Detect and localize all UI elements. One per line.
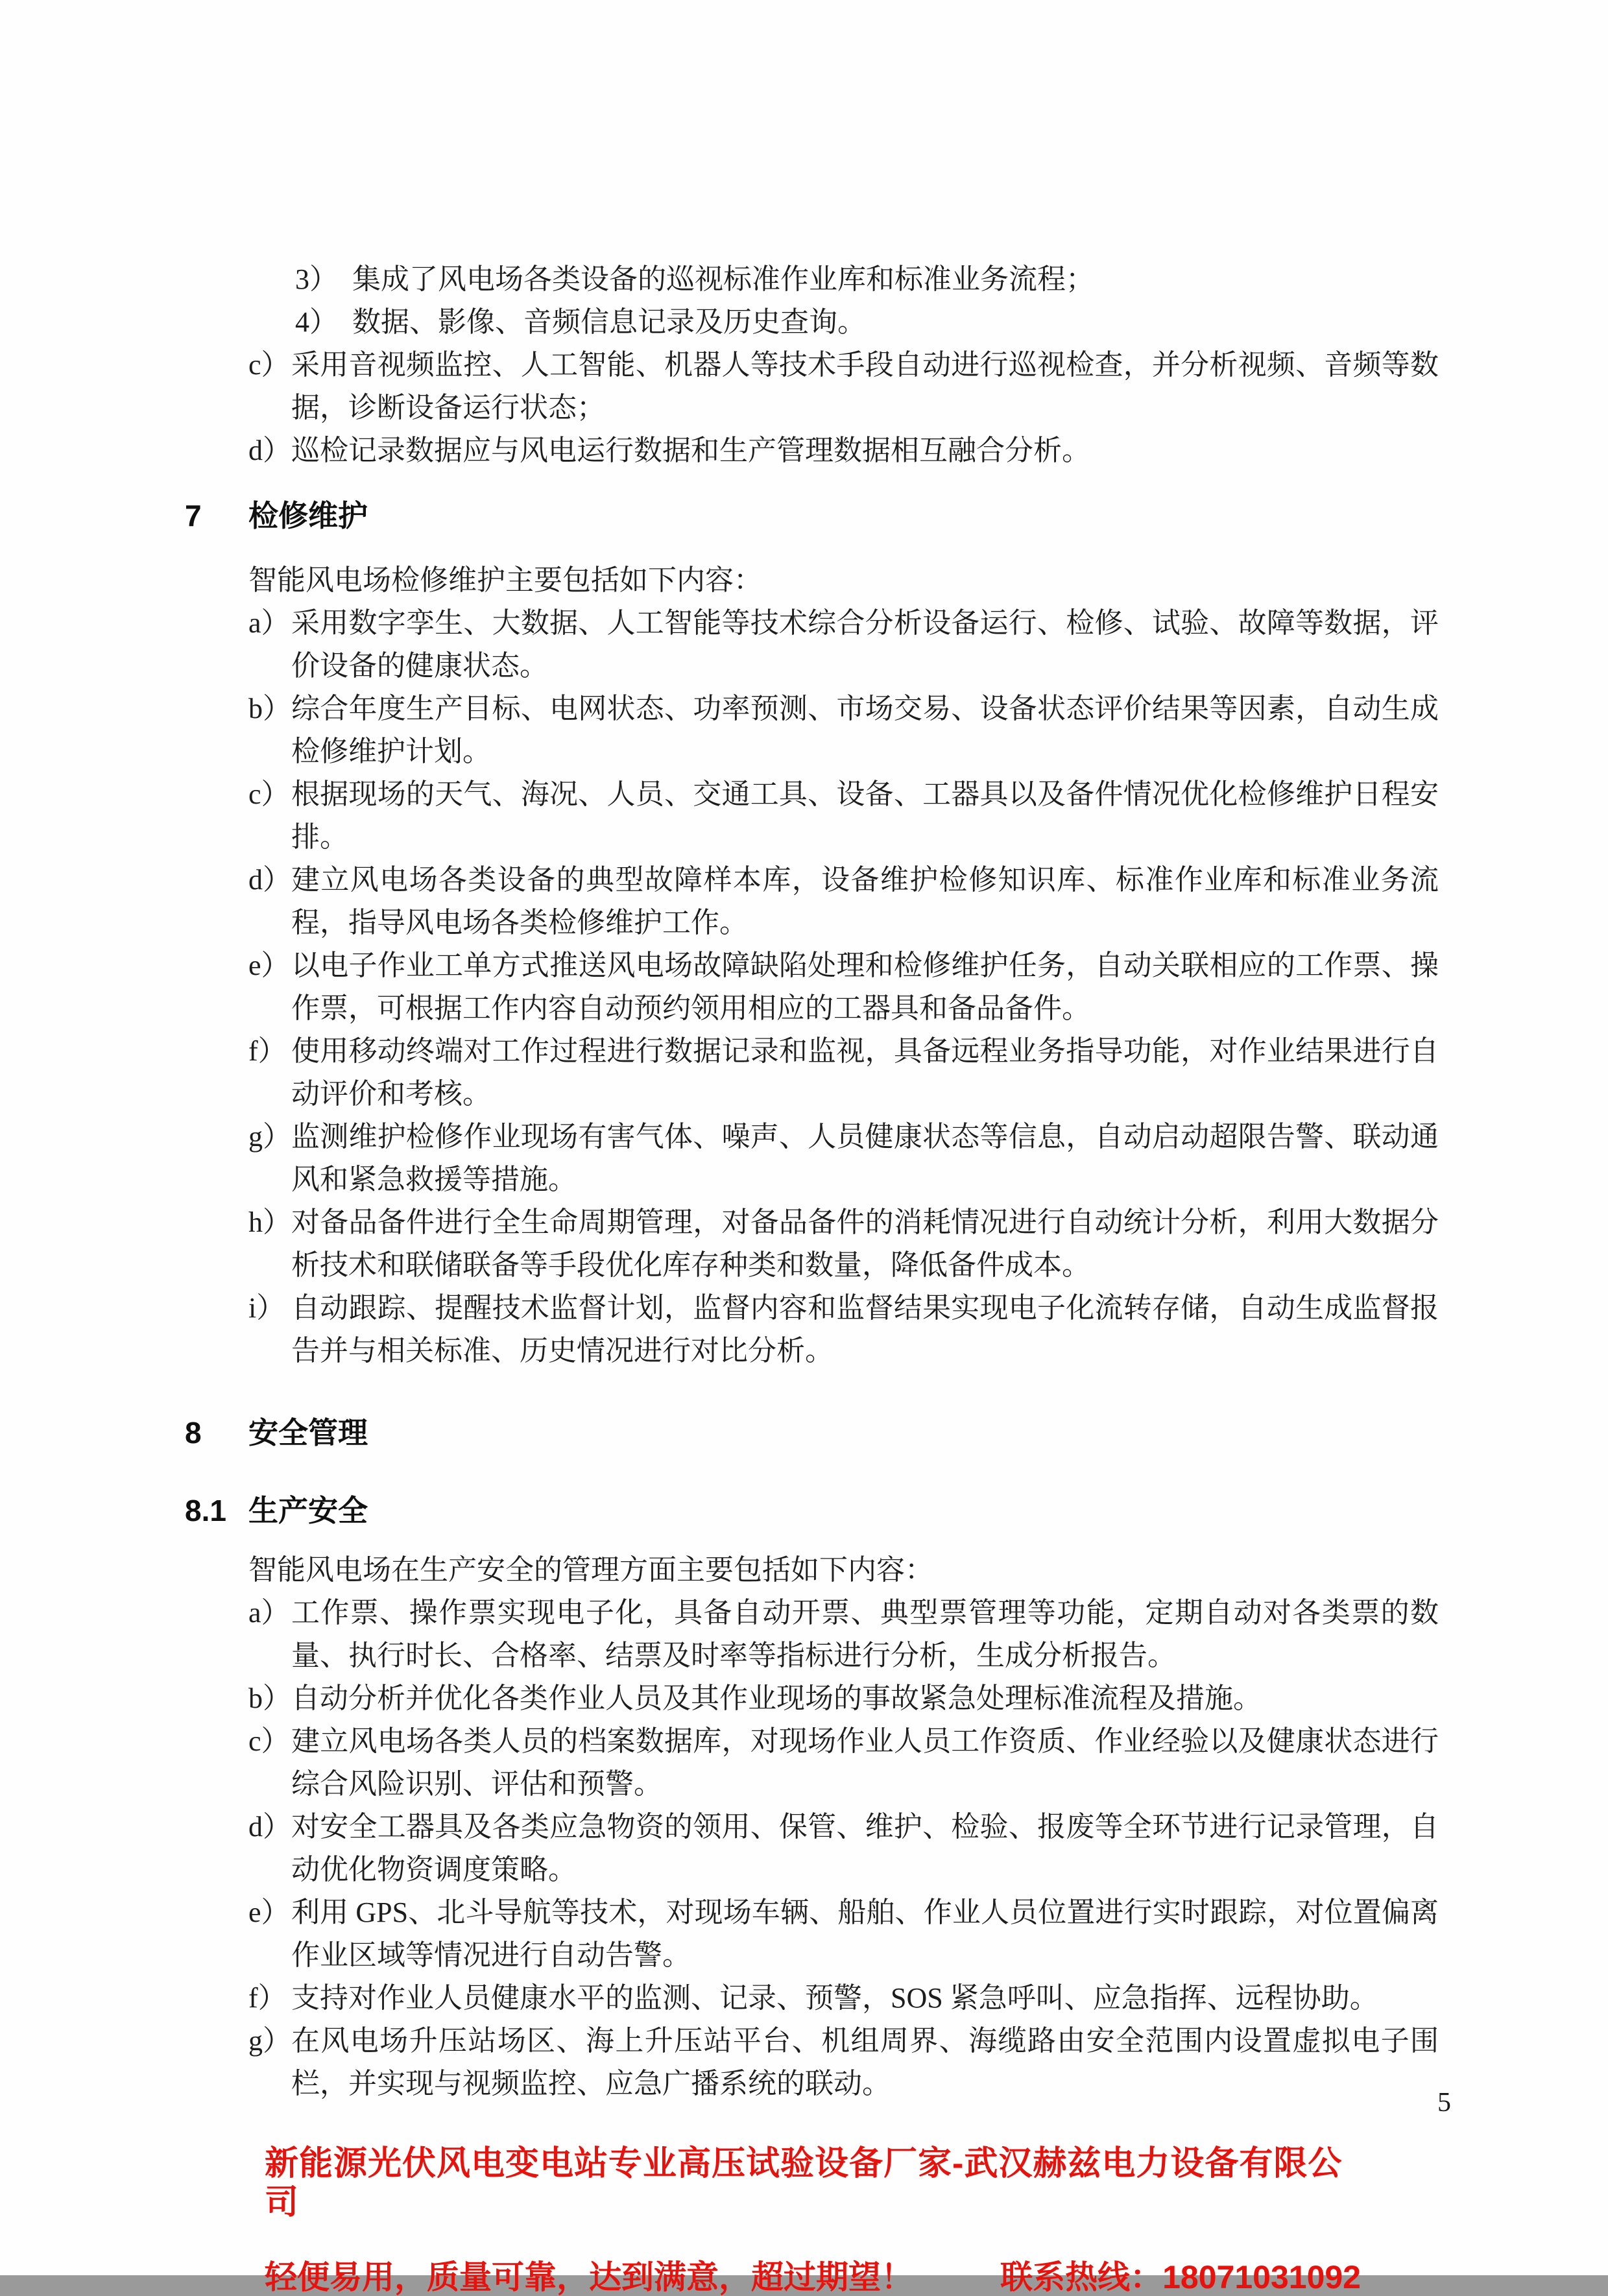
list-item-text: 数据、影像、音频信息记录及历史查询。: [352, 306, 866, 338]
list-item: [185, 1201, 1439, 1287]
vendor-watermark: [265, 2144, 1361, 2296]
list-item-label: 4）: [295, 306, 338, 338]
page-body: [185, 258, 1439, 2105]
list-item-text: 工作票、操作票实现电子化，具备自动开票、典型票管理等功能，定期自动对各类票的数量、执行时长、合格率、结票及时率等指标进行分析，生成分析报告。: [291, 1597, 1439, 1671]
list-item-label: e）: [248, 950, 290, 981]
list-item: [185, 688, 1439, 773]
vendor-watermark-line1: 新能源光伏风电变电站专业高压试验设备厂家-武汉赫兹电力设备有限公司: [265, 2145, 1343, 2221]
list-item-text: 自动分析并优化各类作业人员及其作业现场的事故紧急处理标准流程及措施。: [291, 1682, 1262, 1714]
list-item-text: 监测维护检修作业现场有害气体、噪声、人员健康状态等信息，自动启动超限告警、联动通风和紧急救援等措施。: [291, 1121, 1439, 1195]
list-item-text: 集成了风电场各类设备的巡视标准作业库和标准业务流程；: [352, 263, 1094, 295]
section-number: 8.1: [185, 1494, 226, 1527]
list-item-text: 自动跟踪、提醒技术监督计划，监督内容和监督结果实现电子化流转存储，自动生成监督报告并与相关标准、历史情况进行对比分析。: [291, 1292, 1439, 1367]
section-number: 7: [185, 499, 202, 532]
list-item-label: f）: [248, 1035, 287, 1067]
list-item: [185, 301, 1439, 344]
list-item-label: c）: [248, 1725, 290, 1757]
list-item: [185, 944, 1439, 1030]
vendor-slogan: 轻便易用，质量可靠，达到满意，超过期望！: [265, 2259, 913, 2295]
list-item-text: 根据现场的天气、海况、人员、交通工具、设备、工器具以及备件情况优化检修维护日程安排。: [291, 778, 1439, 853]
list-item-label: d）: [248, 435, 291, 466]
list-item: [185, 258, 1439, 301]
list-item-label: g）: [248, 2025, 291, 2057]
section-title: 检修维护: [248, 499, 368, 532]
list-item-label: h）: [248, 1206, 291, 1238]
list-item-text: 利用 GPS、北斗导航等技术，对现场车辆、船舶、作业人员位置进行实时跟踪，对位置偏离作业区域等情况进行自动告警。: [291, 1896, 1439, 1971]
list-item-text: 在风电场升压站场区、海上升压站平台、机组周界、海缆路由安全范围内设置虚拟电子围栏，并实现与视频监控、应急广播系统的联动。: [291, 2025, 1439, 2099]
list-item-label: a）: [248, 607, 290, 639]
list-item: [185, 602, 1439, 688]
list-item-label: c）: [248, 349, 290, 381]
list-item-text: 支持对作业人员健康水平的监测、记录、预警，SOS 紧急呼叫、应急指挥、远程协助。: [291, 1982, 1378, 2014]
list-item-label: d）: [248, 864, 291, 896]
list-item-label: e）: [248, 1896, 290, 1928]
section-intro: 智能风电场检修维护主要包括如下内容：: [248, 564, 762, 596]
list-item-text: 对安全工器具及各类应急物资的领用、保管、维护、检验、报废等全环节进行记录管理，自动优化物资调度策略。: [291, 1811, 1439, 1885]
list-item: [185, 773, 1439, 859]
list-item-label: g）: [248, 1121, 291, 1153]
section-heading-8: [185, 1411, 1439, 1454]
list-item-text: 建立风电场各类设备的典型故障样本库，设备维护检修知识库、标准作业库和标准业务流程，指导风电场各类检修维护工作。: [291, 864, 1439, 939]
list-item-text: 建立风电场各类人员的档案数据库，对现场作业人员工作资质、作业经验以及健康状态进行综合风险识别、评估和预警。: [291, 1725, 1439, 1800]
section-number: 8: [185, 1416, 202, 1450]
list-item-label: i）: [248, 1292, 285, 1324]
list-item-label: b）: [248, 693, 291, 724]
list-item-text: 以电子作业工单方式推送风电场故障缺陷处理和检修维护任务，自动关联相应的工作票、操作票，可根据工作内容自动预约领用相应的工器具和备品备件。: [291, 950, 1439, 1024]
list-item: [185, 1030, 1439, 1116]
list-item: [185, 1116, 1439, 1201]
list-item: [185, 429, 1439, 472]
section-title: 生产安全: [248, 1494, 368, 1527]
list-item: [185, 1720, 1439, 1806]
list-item: [185, 1806, 1439, 1891]
list-item-label: c）: [248, 778, 290, 810]
list-item: [185, 1287, 1439, 1372]
section-heading-8-1: [185, 1489, 1439, 1532]
list-item-label: d）: [248, 1811, 291, 1843]
list-item-text: 对备品备件进行全生命周期管理，对备品备件的消耗情况进行自动统计分析，利用大数据分析技术和联储联备等手段优化库存种类和数量，降低备件成本。: [291, 1206, 1439, 1281]
vendor-watermark-line2: [265, 2258, 1361, 2296]
list-item-text: 采用音视频监控、人工智能、机器人等技术手段自动进行巡视检查，并分析视频、音频等数据，诊断设备运行状态；: [291, 349, 1439, 424]
list-item: [185, 1592, 1439, 1677]
list-item: [185, 1891, 1439, 1977]
section-heading-7: [185, 494, 1439, 537]
list-item-label: f）: [248, 1982, 287, 2014]
list-item-label: a）: [248, 1597, 290, 1629]
list-item: [185, 1977, 1439, 2020]
list-item: [185, 2020, 1439, 2105]
vendor-hotline: 联系热线：18071031092: [1000, 2259, 1361, 2295]
list-item-text: 采用数字孪生、大数据、人工智能等技术综合分析设备运行、检修、试验、故障等数据，评价设备的健康状态。: [291, 607, 1439, 682]
section-title: 安全管理: [248, 1416, 368, 1450]
list-item: [185, 344, 1439, 429]
list-item-text: 使用移动终端对工作过程进行数据记录和监视，具备远程业务指导功能，对作业结果进行自动评价和考核。: [291, 1035, 1439, 1110]
list-item-label: b）: [248, 1682, 291, 1714]
list-item: [185, 859, 1439, 944]
page-number: 5: [1437, 2088, 1451, 2118]
list-item-label: 3）: [295, 263, 338, 295]
section-intro: 智能风电场在生产安全的管理方面主要包括如下内容：: [248, 1554, 933, 1586]
list-item-text: 巡检记录数据应与风电运行数据和生产管理数据相互融合分析。: [291, 435, 1090, 466]
list-item: [185, 1677, 1439, 1720]
list-item-text: 综合年度生产目标、电网状态、功率预测、市场交易、设备状态评价结果等因素，自动生成检修维护计划。: [291, 693, 1439, 767]
